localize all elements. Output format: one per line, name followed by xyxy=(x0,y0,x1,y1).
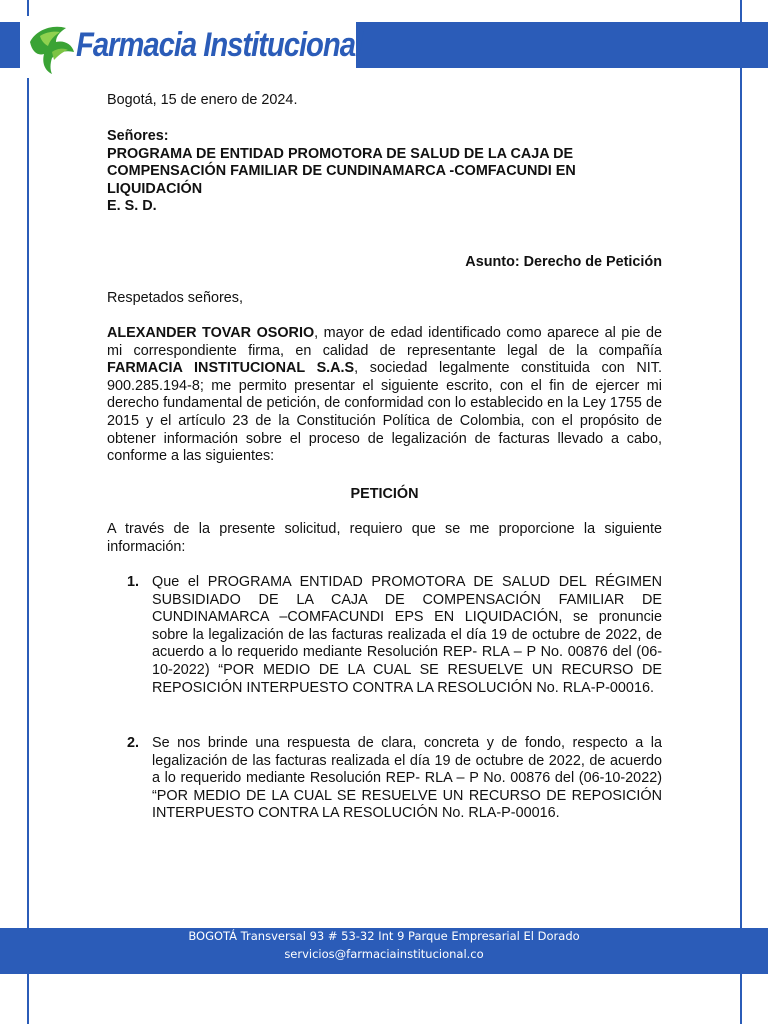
item-text: Se nos brinde una respuesta de clara, concreta y de fondo, respecto a la legalización de las facturas realizada el día 19 de octubre de 2022, de acuerdo a lo requerido mediante Resolución REP- RLA – P No. 00876 del (06-10-2022) “POR MEDIO DE LA CUAL SE RESUELVE UN RECURSO DE REPOSICIÓN INTERPUESTO CONTRA LA RESOLUCIÓN No. RLA-P-00016. xyxy=(152,735,662,822)
subject-line: Asunto: Derecho de Petición xyxy=(465,254,662,270)
esd-line: E. S. D. xyxy=(107,198,157,215)
item-number: 1. xyxy=(127,574,140,590)
intro-paragraph xyxy=(107,325,662,466)
logo-wordmark: Farmacia Institucional xyxy=(76,26,363,64)
salutation-label: Señores: xyxy=(107,128,169,144)
recipient-block xyxy=(107,128,662,216)
letter-date: Bogotá, 15 de enero de 2024. xyxy=(107,92,298,108)
item-number: 2. xyxy=(127,735,140,751)
greeting: Respetados señores, xyxy=(107,290,243,306)
signer-name: ALEXANDER TOVAR OSORIO xyxy=(107,325,315,341)
intro-text-1: , mayor de edad identificado como aparece al pie de mi correspondiente firma, en calidad de representante legal de la compañía xyxy=(107,325,662,359)
petition-list xyxy=(127,574,662,697)
footer-address: BOGOTÁ Transversal 93 # 53-32 Int 9 Parque Empresarial El Dorado xyxy=(188,929,580,943)
green-leaf-icon xyxy=(26,22,78,74)
footer-email: servicios@farmaciainstitucional.co xyxy=(284,947,484,961)
section-title: PETICIÓN xyxy=(350,486,419,502)
list-item xyxy=(127,735,662,823)
intro-text-2: , sociedad legalmente constituida con NIT. 900.285.194-8; me permito presentar el siguiente escrito, con el fin de ejercer mi derecho fundamental de petición, de conformidad con lo establecido en la Ley 1755 de 2015 y el artículo 23 de la Constitución Política de Colombia, con el propósito de obtener información sobre el proceso de legalización de facturas llevado a cabo, conforme a las siguientes: xyxy=(107,360,662,465)
right-border-line xyxy=(740,0,742,1024)
company-logo xyxy=(20,16,363,78)
item-text: Que el PROGRAMA ENTIDAD PROMOTORA DE SALUD DEL RÉGIMEN SUBSIDIADO DE LA CAJA DE COMPENSACIÓN FAMILIAR DE CUNDINAMARCA –COMFACUNDI EPS EN LIQUIDACIÓN, se pronuncie sobre la legalización de las facturas realizada el día 19 de octubre de 2022, de acuerdo a lo requerido mediante Resolución REP- RLA – P No. 00876 del (06-10-2022) “POR MEDIO DE LA CUAL SE RESUELVE UN RECURSO DE REPOSICIÓN INTERPUESTO CONTRA LA RESOLUCIÓN No. RLA-P-00016. xyxy=(152,574,662,696)
recipient-name: PROGRAMA DE ENTIDAD PROMOTORA DE SALUD DE LA CAJA DE COMPENSACIÓN FAMILIAR DE CUNDINAMARCA -COMFACUNDI EN LIQUIDACIÓN xyxy=(107,145,576,197)
request-intro: A través de la presente solicitud, requiero que se me proporcione la siguiente información: xyxy=(107,521,662,555)
left-border-line xyxy=(27,0,29,1024)
company-name: FARMACIA INSTITUCIONAL S.A.S xyxy=(107,360,355,377)
list-item xyxy=(127,574,662,697)
petition-list-2 xyxy=(127,735,662,823)
